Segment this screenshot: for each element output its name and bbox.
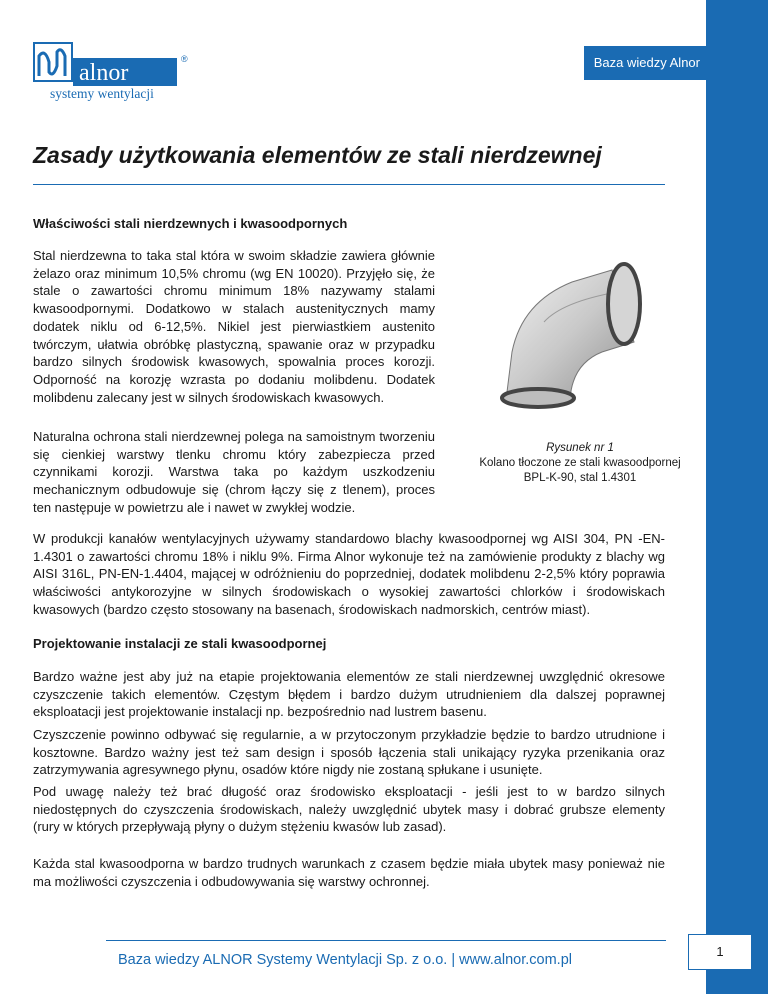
figure-caption [440, 441, 720, 486]
elbow-top-opening [608, 264, 640, 344]
header-badge-text: Baza wiedzy Alnor [593, 55, 700, 70]
section-heading-properties: Właściwości stali nierdzewnych i kwasoodpornych [33, 216, 348, 231]
paragraph-properties-3: W produkcji kanałów wentylacyjnych używamy standardowo blachy kwasoodpornej wg AISI 304, PN -EN-1.4301 o zawartości chromu 18% i niklu 9%. Firma Alnor wykonuje też na zamówienie produkty z blachy wg AISI 316L, PN-EN-1.4404, mającej w odróżnieniu do poprzedniej, dodatek molibdenu 2-2,5% który poprawia właściwości antykorozyjne w silnych środowiskach o wysokiej zawartości chlorków i środowiskach kwasowych (bardzo często stosowany na basenach, środowiskach nadmorskich, centrów miast). [33, 531, 665, 617]
paragraph-properties-2: Naturalna ochrona stali nierdzewnej polega na samoistnym tworzeniu się cienkiej warstwy tlenku chromu który zabezpiecza przed czynnikami korozji. Warstwa taka po każdym uszkodzeniu mechanicznym odbudowuje się (chrom łączy się z tlenem), proces ten następuje w powietrzu ale i nawet w zwykłej wodzie. [33, 429, 435, 515]
paragraph-design-2: Czyszczenie powinno odbywać się regularnie, a w przytoczonym przykładzie będzie to bardzo utrudnione i kosztowne. Bardzo ważny jest też sam design i sposób łączenia stali unikający ryzyka przenikania oraz zatrzymywania agresywnego płynu, osadów które nigdy nie zostaną spłukane i usunięte. [33, 727, 665, 778]
logo-wordmark: alnor [79, 60, 129, 86]
page-title: Zasady użytkowania elementów ze stali nierdzewnej [33, 142, 602, 168]
figure-caption-title: Rysunek nr 1 [546, 442, 614, 454]
logo-registered-mark: ® [181, 54, 188, 64]
title-divider [33, 184, 665, 185]
logo-subtitle: systemy wentylacji [50, 86, 154, 101]
paragraph-design-4: Każda stal kwasoodporna w bardzo trudnych warunkach z czasem będzie miała ubytek masy ponieważ nie ma możliwości czyszczenia i odbudowywania się warstwy ochronnej. [33, 856, 665, 889]
paragraph-design-1: Bardzo ważne jest aby już na etapie projektowania elementów ze stali nierdzewnej uwzględnić okresowe czyszczenie takich elementów. Częstym błędem i bardzo dużym utrudnieniem dla dalszej poprawnej eksploatacji jest projektowanie instalacji np. bezpośrednio nad lustrem basenu. [33, 669, 665, 720]
header-badge [584, 46, 706, 80]
logo-emblem-wave [39, 50, 65, 76]
side-accent-bar [706, 0, 768, 994]
elbow-bottom-opening [502, 389, 574, 407]
footer-text: Baza wiedzy ALNOR Systemy Wentylacji Sp. z o.o. | www.alnor.com.pl [118, 952, 572, 968]
section-heading-design: Projektowanie instalacji ze stali kwasoodpornej [33, 636, 327, 651]
footer-divider [106, 940, 666, 941]
paragraph-properties-1: Stal nierdzewna to taka stal która w swoim składzie zawiera głównie żelazo oraz minimum 10,5% chromu (wg EN 10020). Przyjęło się, że stale o zawartości chromu minimum 18% nazywamy stalami kwasoodpornymi. Dodatkowo w stalach austenitycznych mamy dodatek niklu od 6-12,5%. Nikiel jest pierwiastkiem austenito twórczym, ułatwia obróbkę plastyczną, spawanie oraz w przypadku bardzo silnych środowisk kwasowych, spowalnia proces korozji. Odporność na korozję wzrasta po dodaniu molibdenu. Dodatek molibdenu zalecany jest w silnych środowiskach kwasowych. [33, 248, 435, 405]
figure-caption-line1: Kolano tłoczone ze stali kwasoodpornej [479, 457, 681, 469]
figure-caption-line2: BPL-K-90, stal 1.4301 [523, 472, 637, 484]
paragraph-design-3: Pod uwagę należy też brać długość oraz środowisko eksploatacji - jeśli jest to w bardzo silnych niedostępnych do czyszczenia środowiskach, należy uwzględnić ubytek masy i dobrać grubsze elementy (rury w których przepływają płyny o dużym stężeniu kwasów lub zasad). [33, 784, 665, 835]
elbow-figure [452, 232, 692, 412]
page-number: 1 [688, 934, 752, 970]
